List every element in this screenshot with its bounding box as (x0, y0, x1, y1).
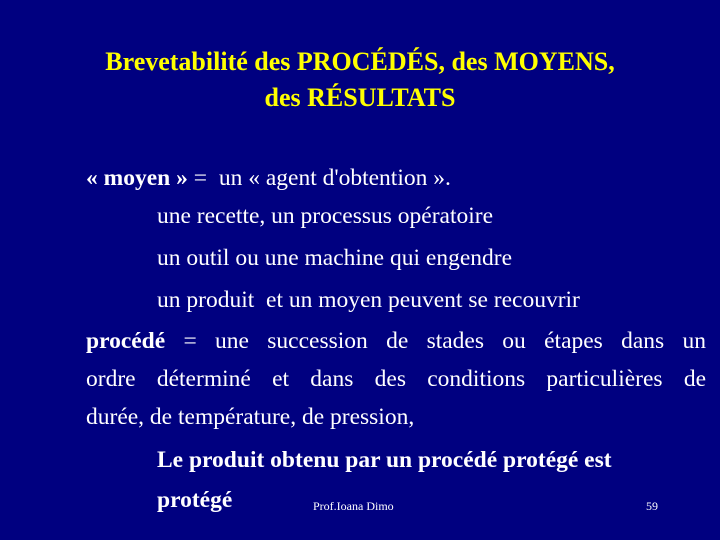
procede-line-3: durée, de température, de pression, (86, 404, 415, 430)
moyen-item-2: un outil ou une machine qui engendre (157, 245, 513, 271)
moyen-term: « moyen » (86, 165, 188, 191)
procede-definition (86, 322, 706, 436)
title-line-1: Brevetabilité des PROCÉDÉS, des MOYENS, (105, 47, 615, 76)
conclusion-line-2: protégé (157, 487, 233, 513)
procede-term: procédé (86, 328, 166, 354)
footer-page-number: 59 (646, 499, 658, 513)
procede-line-1 (86, 322, 706, 360)
moyen-item-3: un produit et un moyen peuvent se recouvrir (157, 287, 580, 313)
procede-line-2: ordre déterminé et dans des conditions particulières de (86, 366, 706, 392)
title-line-2: des RÉSULTATS (264, 83, 456, 112)
moyen-definition-text: un « agent d'obtention ». (218, 165, 451, 191)
footer-author: Prof.Ioana Dimo (313, 499, 394, 513)
conclusion-line-1: Le produit obtenu par un procédé protégé est (157, 447, 612, 473)
moyen-definition (86, 163, 451, 193)
slide-title (0, 44, 720, 116)
procede-line-1-text: = une succession de stades ou étapes dans un (183, 328, 707, 354)
moyen-item-1: une recette, un processus opératoire (157, 203, 494, 229)
moyen-equals: = (193, 165, 207, 191)
